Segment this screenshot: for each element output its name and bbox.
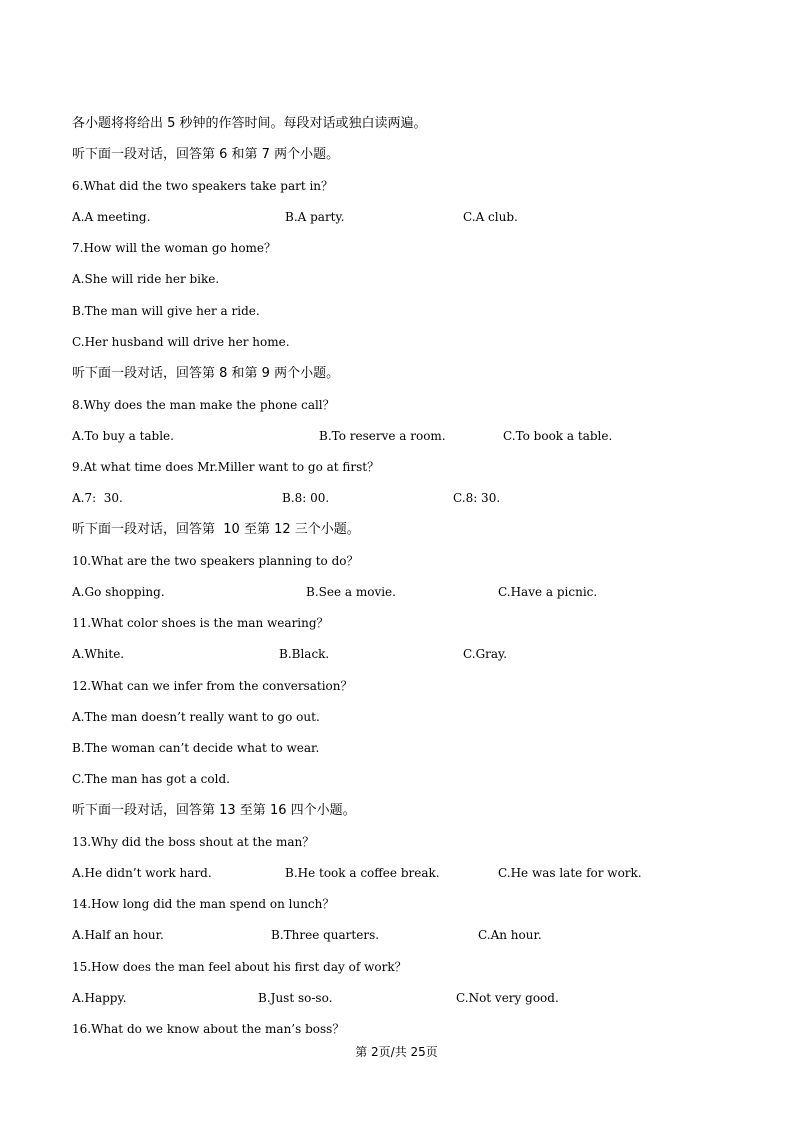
option-11a: A.White. [72, 647, 125, 661]
option-13c: C.He was late for work. [498, 866, 642, 880]
option-6c: C.A club. [463, 210, 518, 224]
option-8a: A.To buy a table. [72, 429, 174, 443]
option-9c: C.8: 30. [453, 491, 501, 505]
option-10a: A.Go shopping. [72, 585, 165, 599]
question-7: 7.How will the woman go home？ [72, 241, 277, 255]
option-15c: C.Not very good. [456, 991, 559, 1005]
option-11b: B.Black. [279, 647, 330, 661]
option-11c: C.Gray. [463, 647, 508, 661]
option-14b: B.Three quarters. [271, 928, 380, 942]
question-11: 11.What color shoes is the man wearing？ [72, 616, 329, 630]
page-number-footer: 第 2页/共 25页 [355, 1045, 438, 1059]
question-16: 16.What do we know about the man’s boss？ [72, 1022, 345, 1036]
option-8c: C.To book a table. [503, 429, 613, 443]
instructions-text: 各小题将将给出 5 秒钟的作答时间。每段对话或独白读两遍。 [72, 116, 427, 131]
question-15: 15.How does the man feel about his first day of work？ [72, 960, 407, 974]
section-heading-8-9: 听下面一段对话，回答第 8 和第 9 两个小题。 [72, 366, 340, 381]
option-10c: C.Have a picnic. [498, 585, 598, 599]
question-6: 6.What did the two speakers take part in？ [72, 179, 334, 193]
option-12b: B.The woman can’t decide what to wear. [72, 741, 320, 755]
option-7a: A.She will ride her bike. [72, 272, 220, 286]
option-6b: B.A party. [285, 210, 345, 224]
option-9b: B.8: 00. [282, 491, 330, 505]
section-heading-6-7: 听下面一段对话，回答第 6 和第 7 两个小题。 [72, 147, 340, 162]
option-15b: B.Just so-so. [258, 991, 333, 1005]
option-7b: B.The man will give her a ride. [72, 304, 260, 318]
option-14a: A.Half an hour. [72, 928, 164, 942]
question-12: 12.What can we infer from the conversation？ [72, 679, 353, 693]
option-6a: A.A meeting. [72, 210, 151, 224]
question-9: 9.At what time does Mr.Miller want to go at first？ [72, 460, 380, 474]
option-12c: C.The man has got a cold. [72, 772, 230, 786]
option-13b: B.He took a coffee break. [285, 866, 440, 880]
option-13a: A.He didn’t work hard. [72, 866, 212, 880]
section-heading-10-12: 听下面一段对话，回答第 10 至第 12 三个小题。 [72, 522, 360, 537]
question-8: 8.Why does the man make the phone call？ [72, 398, 335, 412]
option-7c: C.Her husband will drive her home. [72, 335, 290, 349]
section-heading-13-16: 听下面一段对话，回答第 13 至第 16 四个小题。 [72, 803, 356, 818]
option-14c: C.An hour. [478, 928, 542, 942]
option-12a: A.The man doesn’t really want to go out. [72, 710, 320, 724]
option-8b: B.To reserve a room. [319, 429, 446, 443]
option-9a: A.7: 30. [72, 491, 123, 505]
question-13: 13.Why did the boss shout at the man？ [72, 835, 315, 849]
question-14: 14.How long did the man spend on lunch？ [72, 897, 335, 911]
question-10: 10.What are the two speakers planning to do？ [72, 554, 359, 568]
option-15a: A.Happy. [72, 991, 127, 1005]
option-10b: B.See a movie. [306, 585, 396, 599]
